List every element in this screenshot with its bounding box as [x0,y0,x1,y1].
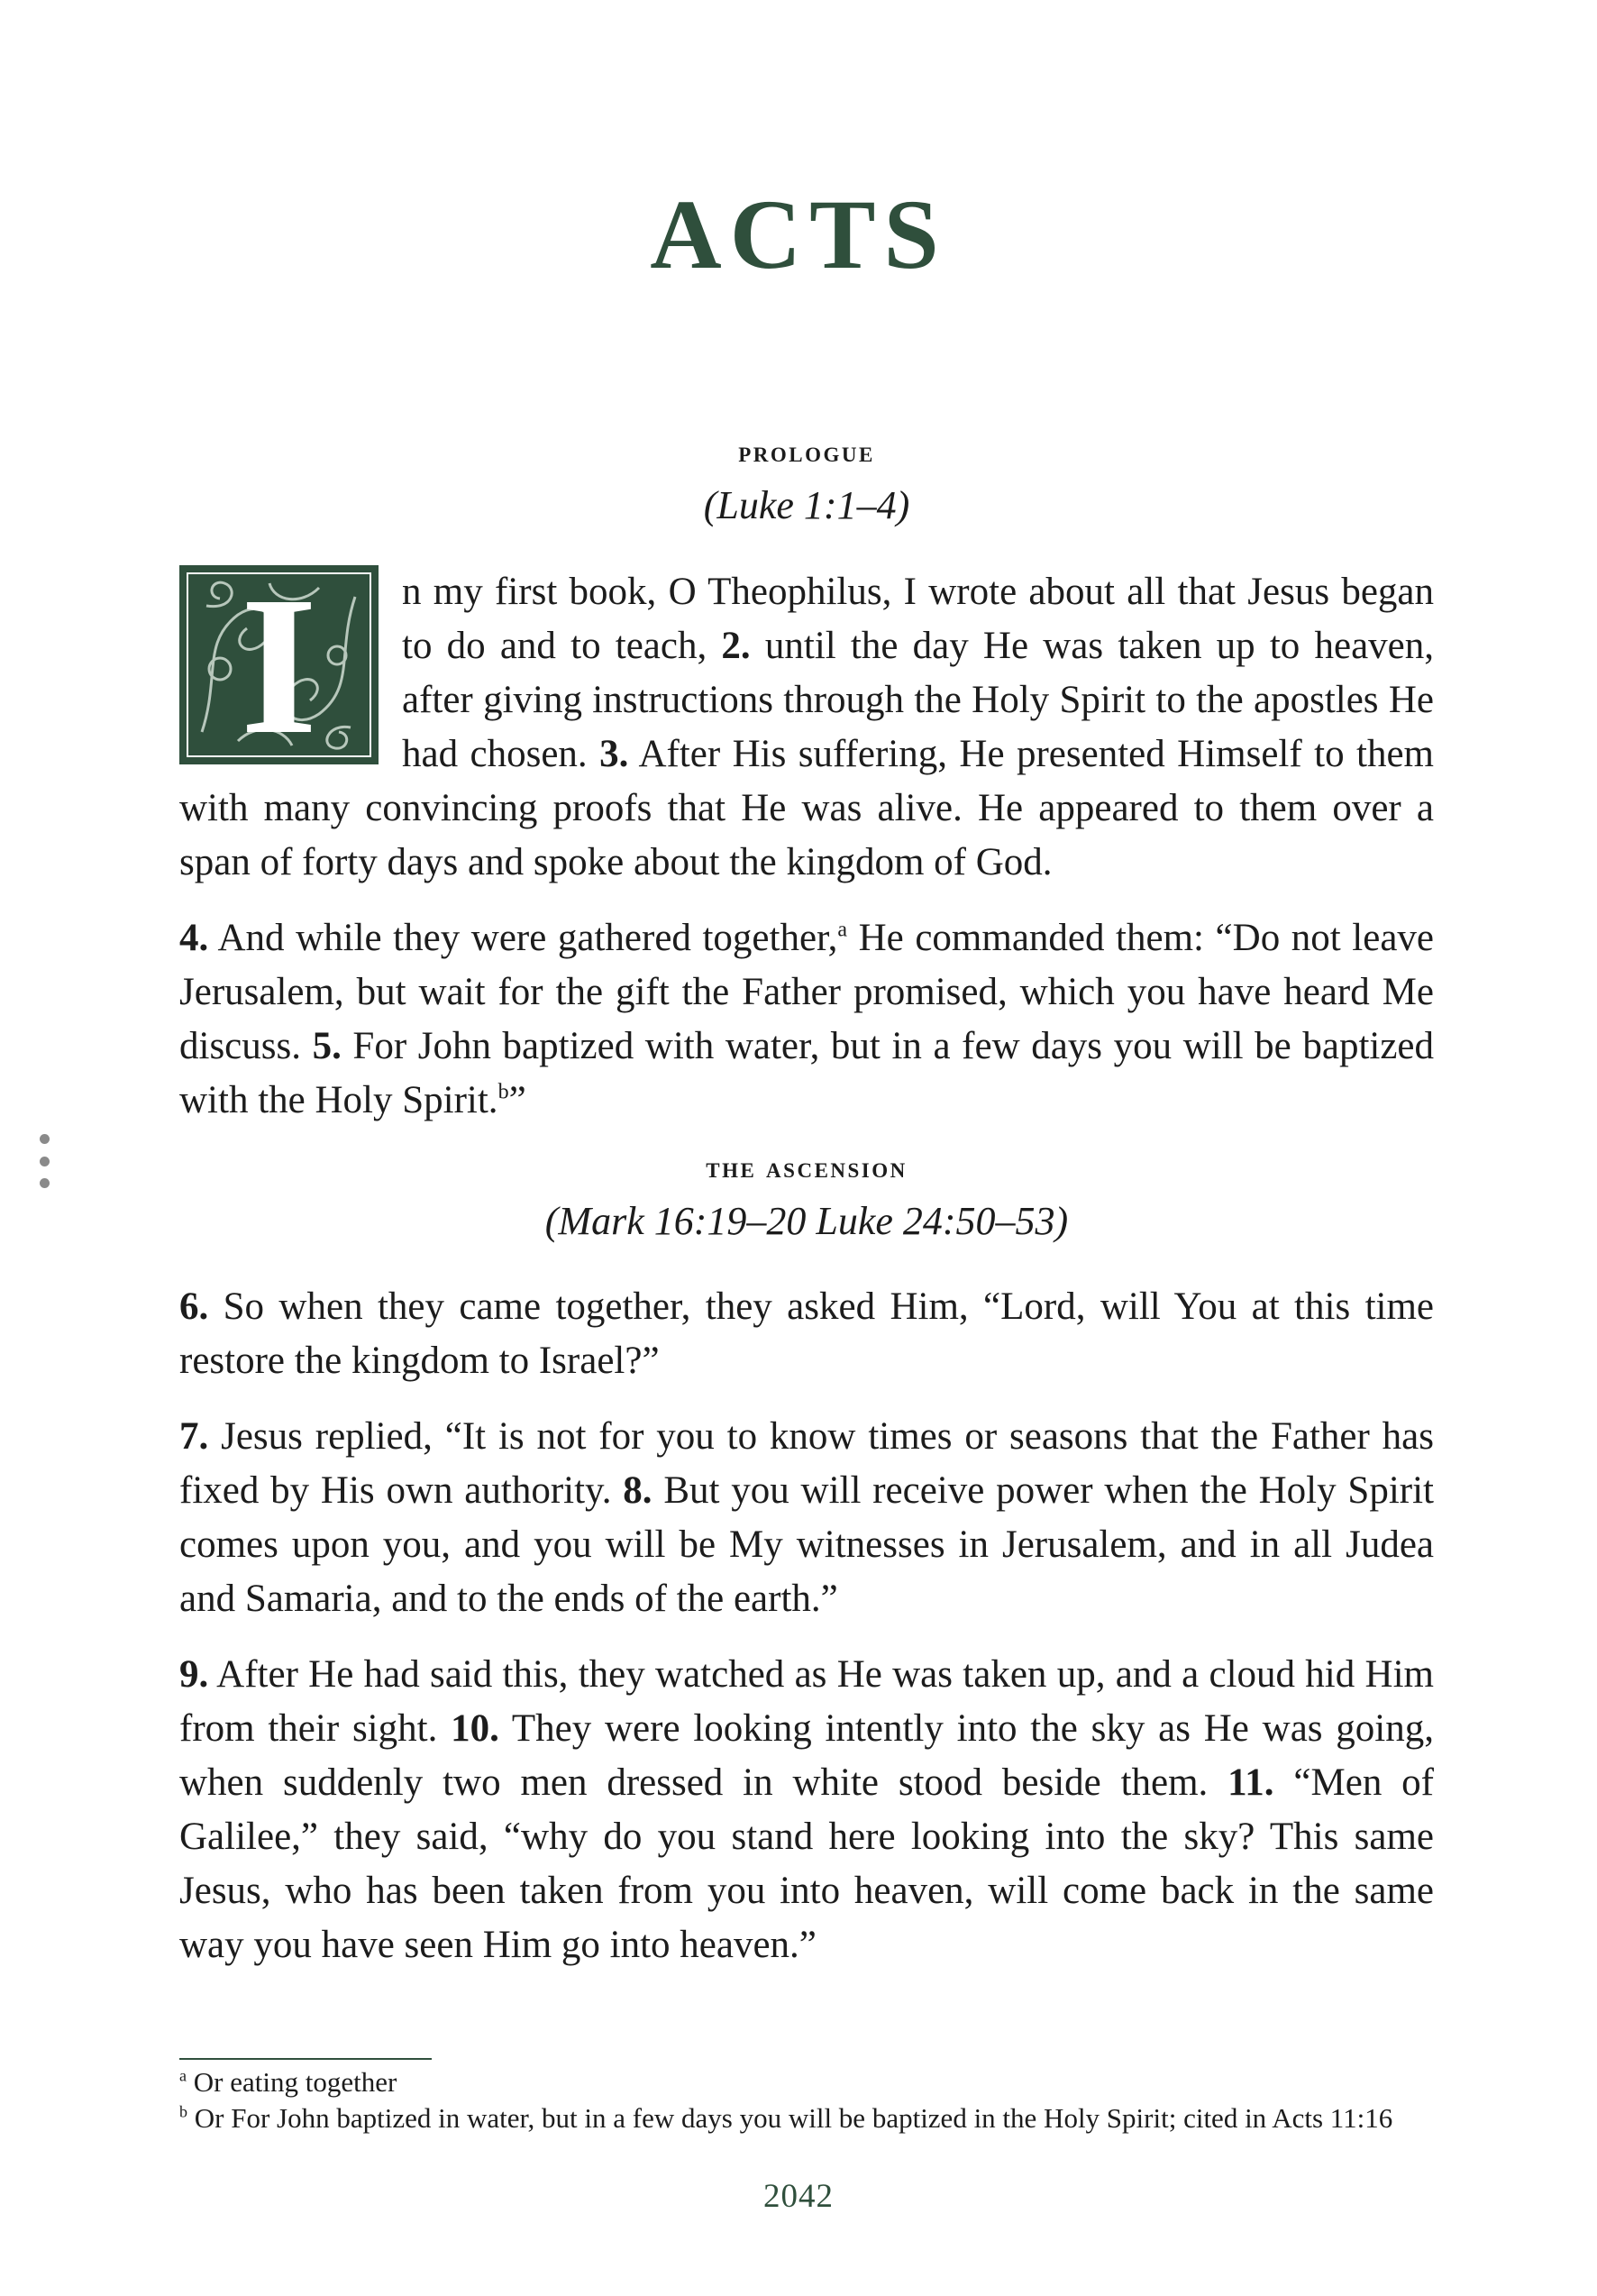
verse-paragraph [179,911,1434,1128]
verse-number: 10. [451,1707,499,1750]
verse-number: 9. [179,1653,209,1696]
footnote-item [179,2064,1441,2100]
verse-number: 6. [179,1285,209,1328]
ascension-text [179,1280,1434,1994]
footnote-text: Or eating together [187,2066,397,2098]
prologue-text [179,554,1435,1149]
menu-dot [40,1134,50,1144]
section-reference: (Mark 16:19–20 Luke 24:50–53) [544,1198,1069,1243]
book-title: ACTS [650,179,947,289]
section-reference: (Luke 1:1–4) [703,482,910,527]
verse-text: But you will receive power when the Holy Spirit comes upon you, and you will be My witnesses in Jerusalem, and in all Judea and Samaria, and to the ends of the earth.” [179,1469,1434,1620]
menu-dot [40,1178,50,1188]
ornamental-dropcap [179,554,379,775]
verse-paragraph [179,554,1434,890]
footnote-divider [179,2058,432,2060]
verse-number: 8. [623,1469,652,1512]
section-ascension [179,1151,1434,1249]
section-heading: prologue [738,436,875,469]
footnote-marker-link[interactable]: b [497,1080,509,1104]
verse-number: 2. [721,625,751,667]
footnote-marker-link[interactable]: a [837,918,848,942]
footnote-marker: a [179,2066,187,2085]
verse-number: 7. [179,1415,209,1458]
verse-paragraph [179,1410,1434,1626]
verse-number: 3. [599,733,629,775]
verse-text: “Men of Galilee,” they said, “why do you stand here looking into the sky? This same Jesus, who has been taken from you into heaven, will come back in the same way you have seen Him go into heaven.” [179,1761,1434,1966]
section-heading: the ascension [706,1152,908,1185]
verse-text: After He had said this, they watched as He was taken up, and a cloud hid Him from their sight. [179,1653,1434,1750]
verse-paragraph [179,1648,1434,1972]
verse-text: They were looking intently into the sky as He was going, when suddenly two men dressed in white stood beside them. [179,1707,1434,1804]
verse-text: For John baptized with water, but in a few days you will be baptized with the Holy Spirit. [179,1025,1435,1121]
verse-text: He commanded them: “Do not leave Jerusalem, but wait for the gift the Father promised, which you have heard Me discuss. [179,917,1434,1067]
verse-text: And while they were gathered together, [208,917,838,959]
menu-dot [40,1157,50,1166]
verse-text: ” [508,1079,526,1121]
footnote-text: Or For John baptized in water, but in a few days you will be baptized in the Holy Spirit; cited in Acts 11:16 [187,2102,1393,2134]
footnotes [179,2064,1441,2136]
verse-number: 11. [1227,1761,1274,1804]
footnote-item [179,2100,1441,2136]
page-number: 2042 [763,2178,834,2215]
verse-paragraph [179,1280,1434,1388]
section-prologue [179,435,1434,533]
more-options-icon[interactable] [38,1134,50,1188]
verse-text: So when they came together, they asked Him, “Lord, will You at this time restore the kingdom to Israel?” [179,1285,1434,1382]
verse-text: Jesus replied, “It is not for you to know times or seasons that the Father has fixed by His own authority. [179,1415,1434,1512]
verse-number: 5. [312,1025,342,1067]
verse-text: until the day He was taken up to heaven, after giving instructions through the Holy Spirit to the apostles He had chosen. [402,625,1434,775]
dropcap-letter: I [240,554,318,775]
footnote-marker: b [179,2102,187,2121]
verse-number: 4. [179,917,209,959]
verse-text: n my first book, O Theophilus, I wrote about all that Jesus began to do and to teach, [402,571,1434,667]
verse-text: After His suffering, He presented Himself to them with many convincing proofs that He was alive. He appeared to them over a span of forty days and spoke about the kingdom of God. [179,733,1434,883]
